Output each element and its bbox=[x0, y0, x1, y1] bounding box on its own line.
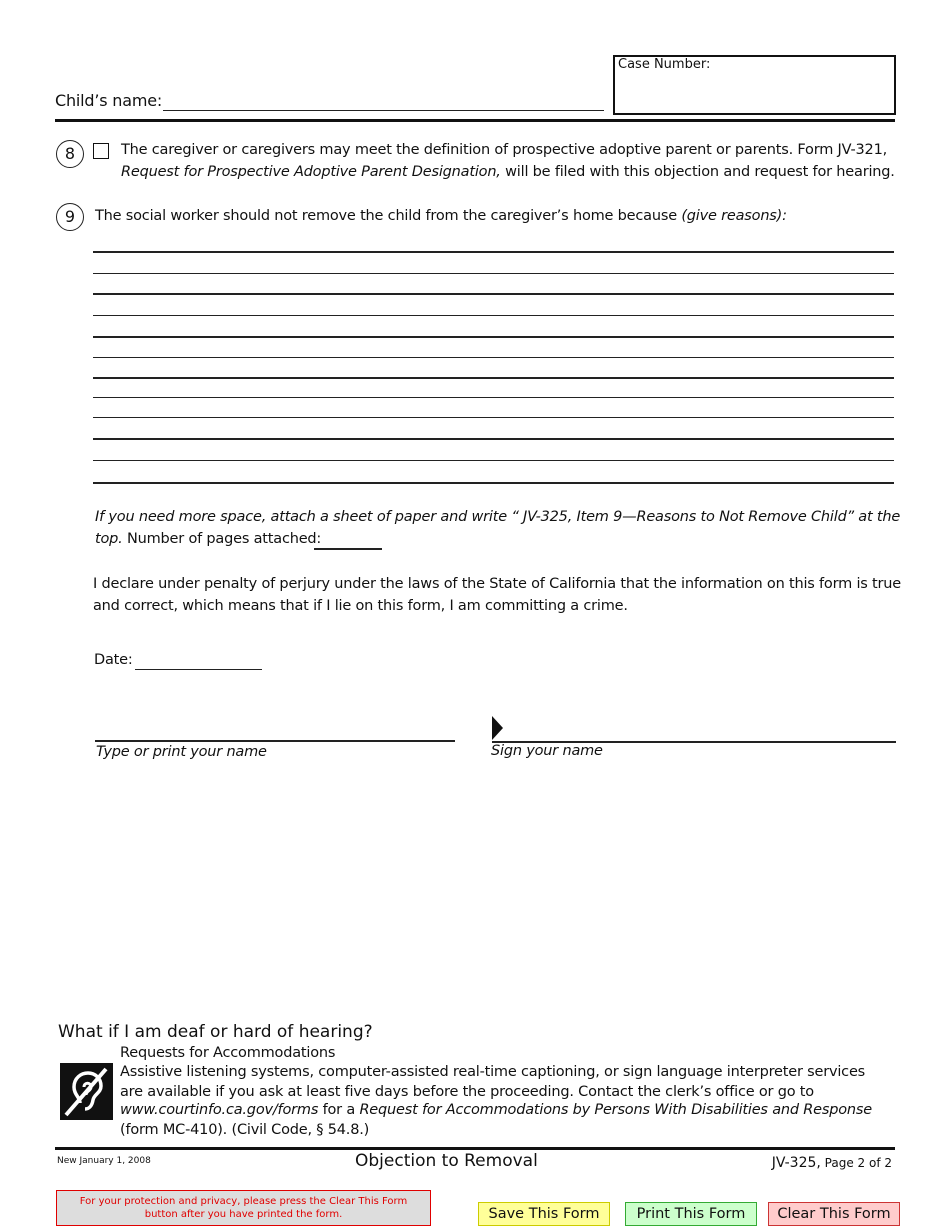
declaration-line1: I declare under penalty of perjury under the laws of the State of California that the information on this form is true bbox=[93, 576, 901, 592]
privacy-notice-line1: For your protection and privacy, please press the Clear This Form bbox=[79, 1196, 408, 1207]
sign-arrow-icon bbox=[492, 716, 504, 742]
privacy-notice bbox=[56, 1190, 431, 1226]
item-9-text bbox=[95, 205, 787, 227]
form-title: Objection to Removal bbox=[355, 1151, 538, 1171]
reason-line bbox=[93, 273, 894, 274]
case-number-box[interactable] bbox=[613, 55, 896, 115]
item-9-number: 9 bbox=[56, 203, 84, 231]
reason-line bbox=[93, 482, 894, 484]
clear-form-button[interactable]: Clear This Form bbox=[768, 1202, 900, 1226]
reason-line bbox=[93, 377, 894, 379]
item-8-line2 bbox=[121, 161, 895, 183]
accessibility-line4: (form MC-410). (Civil Code, § 54.8.) bbox=[120, 1122, 370, 1138]
case-number-label: Case Number: bbox=[618, 57, 711, 72]
declaration-line2: and correct, which means that if I lie on this form, I am committing a crime. bbox=[93, 598, 628, 614]
more-space-line2 bbox=[95, 528, 321, 550]
revision-date: New January 1, 2008 bbox=[57, 1156, 151, 1166]
accessibility-line1: Assistive listening systems, computer-assisted real-time captioning, or sign language interpreter services bbox=[120, 1064, 866, 1080]
child-name-label: Child’s name: bbox=[55, 91, 163, 110]
footer-rule bbox=[55, 1147, 895, 1150]
accessibility-line2: are available if you ask at least five days before the proceeding. Contact the clerk’s office or go to bbox=[120, 1084, 814, 1100]
reason-line bbox=[93, 336, 894, 338]
header-rule bbox=[55, 119, 895, 122]
pages-attached-field[interactable] bbox=[314, 548, 382, 550]
reason-line bbox=[93, 251, 894, 253]
more-space-line1: If you need more space, attach a sheet of paper and write “ JV-325, Item 9—Reasons to Not Remove Child” at the bbox=[95, 509, 901, 525]
print-name-label: Type or print your name bbox=[96, 744, 267, 760]
save-form-button[interactable]: Save This Form bbox=[478, 1202, 610, 1226]
accommodations-subheading: Requests for Accommodations bbox=[120, 1045, 336, 1061]
item-8-number: 8 bbox=[56, 140, 84, 168]
reason-line bbox=[93, 397, 894, 398]
date-field[interactable] bbox=[135, 669, 262, 670]
item-8-line1: The caregiver or caregivers may meet the definition of prospective adoptive parent or parents. Form JV-321, bbox=[121, 142, 888, 158]
accessibility-line3 bbox=[120, 1100, 872, 1120]
reason-line bbox=[93, 417, 894, 418]
courtinfo-link[interactable]: www.courtinfo.ca.gov/forms bbox=[120, 1102, 319, 1118]
item-8-checkbox[interactable] bbox=[93, 143, 109, 159]
item-8-line2-rest: will be filed with this objection and request for hearing. bbox=[500, 164, 895, 180]
form-id: JV-325, bbox=[771, 1155, 821, 1171]
accessibility-heading: What if I am deaf or hard of hearing? bbox=[58, 1022, 373, 1042]
privacy-notice-line2: button after you have printed the form. bbox=[144, 1209, 343, 1220]
page-number bbox=[772, 1152, 892, 1171]
item-9-prompt: The social worker should not remove the child from the caregiver’s home because bbox=[95, 208, 682, 224]
accessibility-line3-mid: for a bbox=[318, 1102, 360, 1118]
child-name-field[interactable] bbox=[163, 110, 604, 111]
reason-line bbox=[93, 315, 894, 316]
reason-line bbox=[93, 357, 894, 358]
reason-line bbox=[93, 460, 894, 461]
reason-line bbox=[93, 293, 894, 295]
mc-410-form-name: Request for Accommodations by Persons With Disabilities and Response bbox=[359, 1102, 872, 1118]
date-label: Date: bbox=[94, 652, 133, 668]
page-of: Page 2 of 2 bbox=[820, 1156, 892, 1170]
more-space-top: top. bbox=[95, 531, 123, 547]
sign-name-label: Sign your name bbox=[491, 743, 603, 759]
item-8-form-title: Request for Prospective Adoptive Parent Designation, bbox=[121, 164, 501, 180]
reason-line bbox=[93, 438, 894, 440]
hearing-icon bbox=[60, 1063, 113, 1120]
print-form-button[interactable]: Print This Form bbox=[625, 1202, 757, 1226]
item-9-hint: (give reasons): bbox=[681, 208, 787, 224]
pages-attached-label: Number of pages attached: bbox=[122, 531, 322, 547]
